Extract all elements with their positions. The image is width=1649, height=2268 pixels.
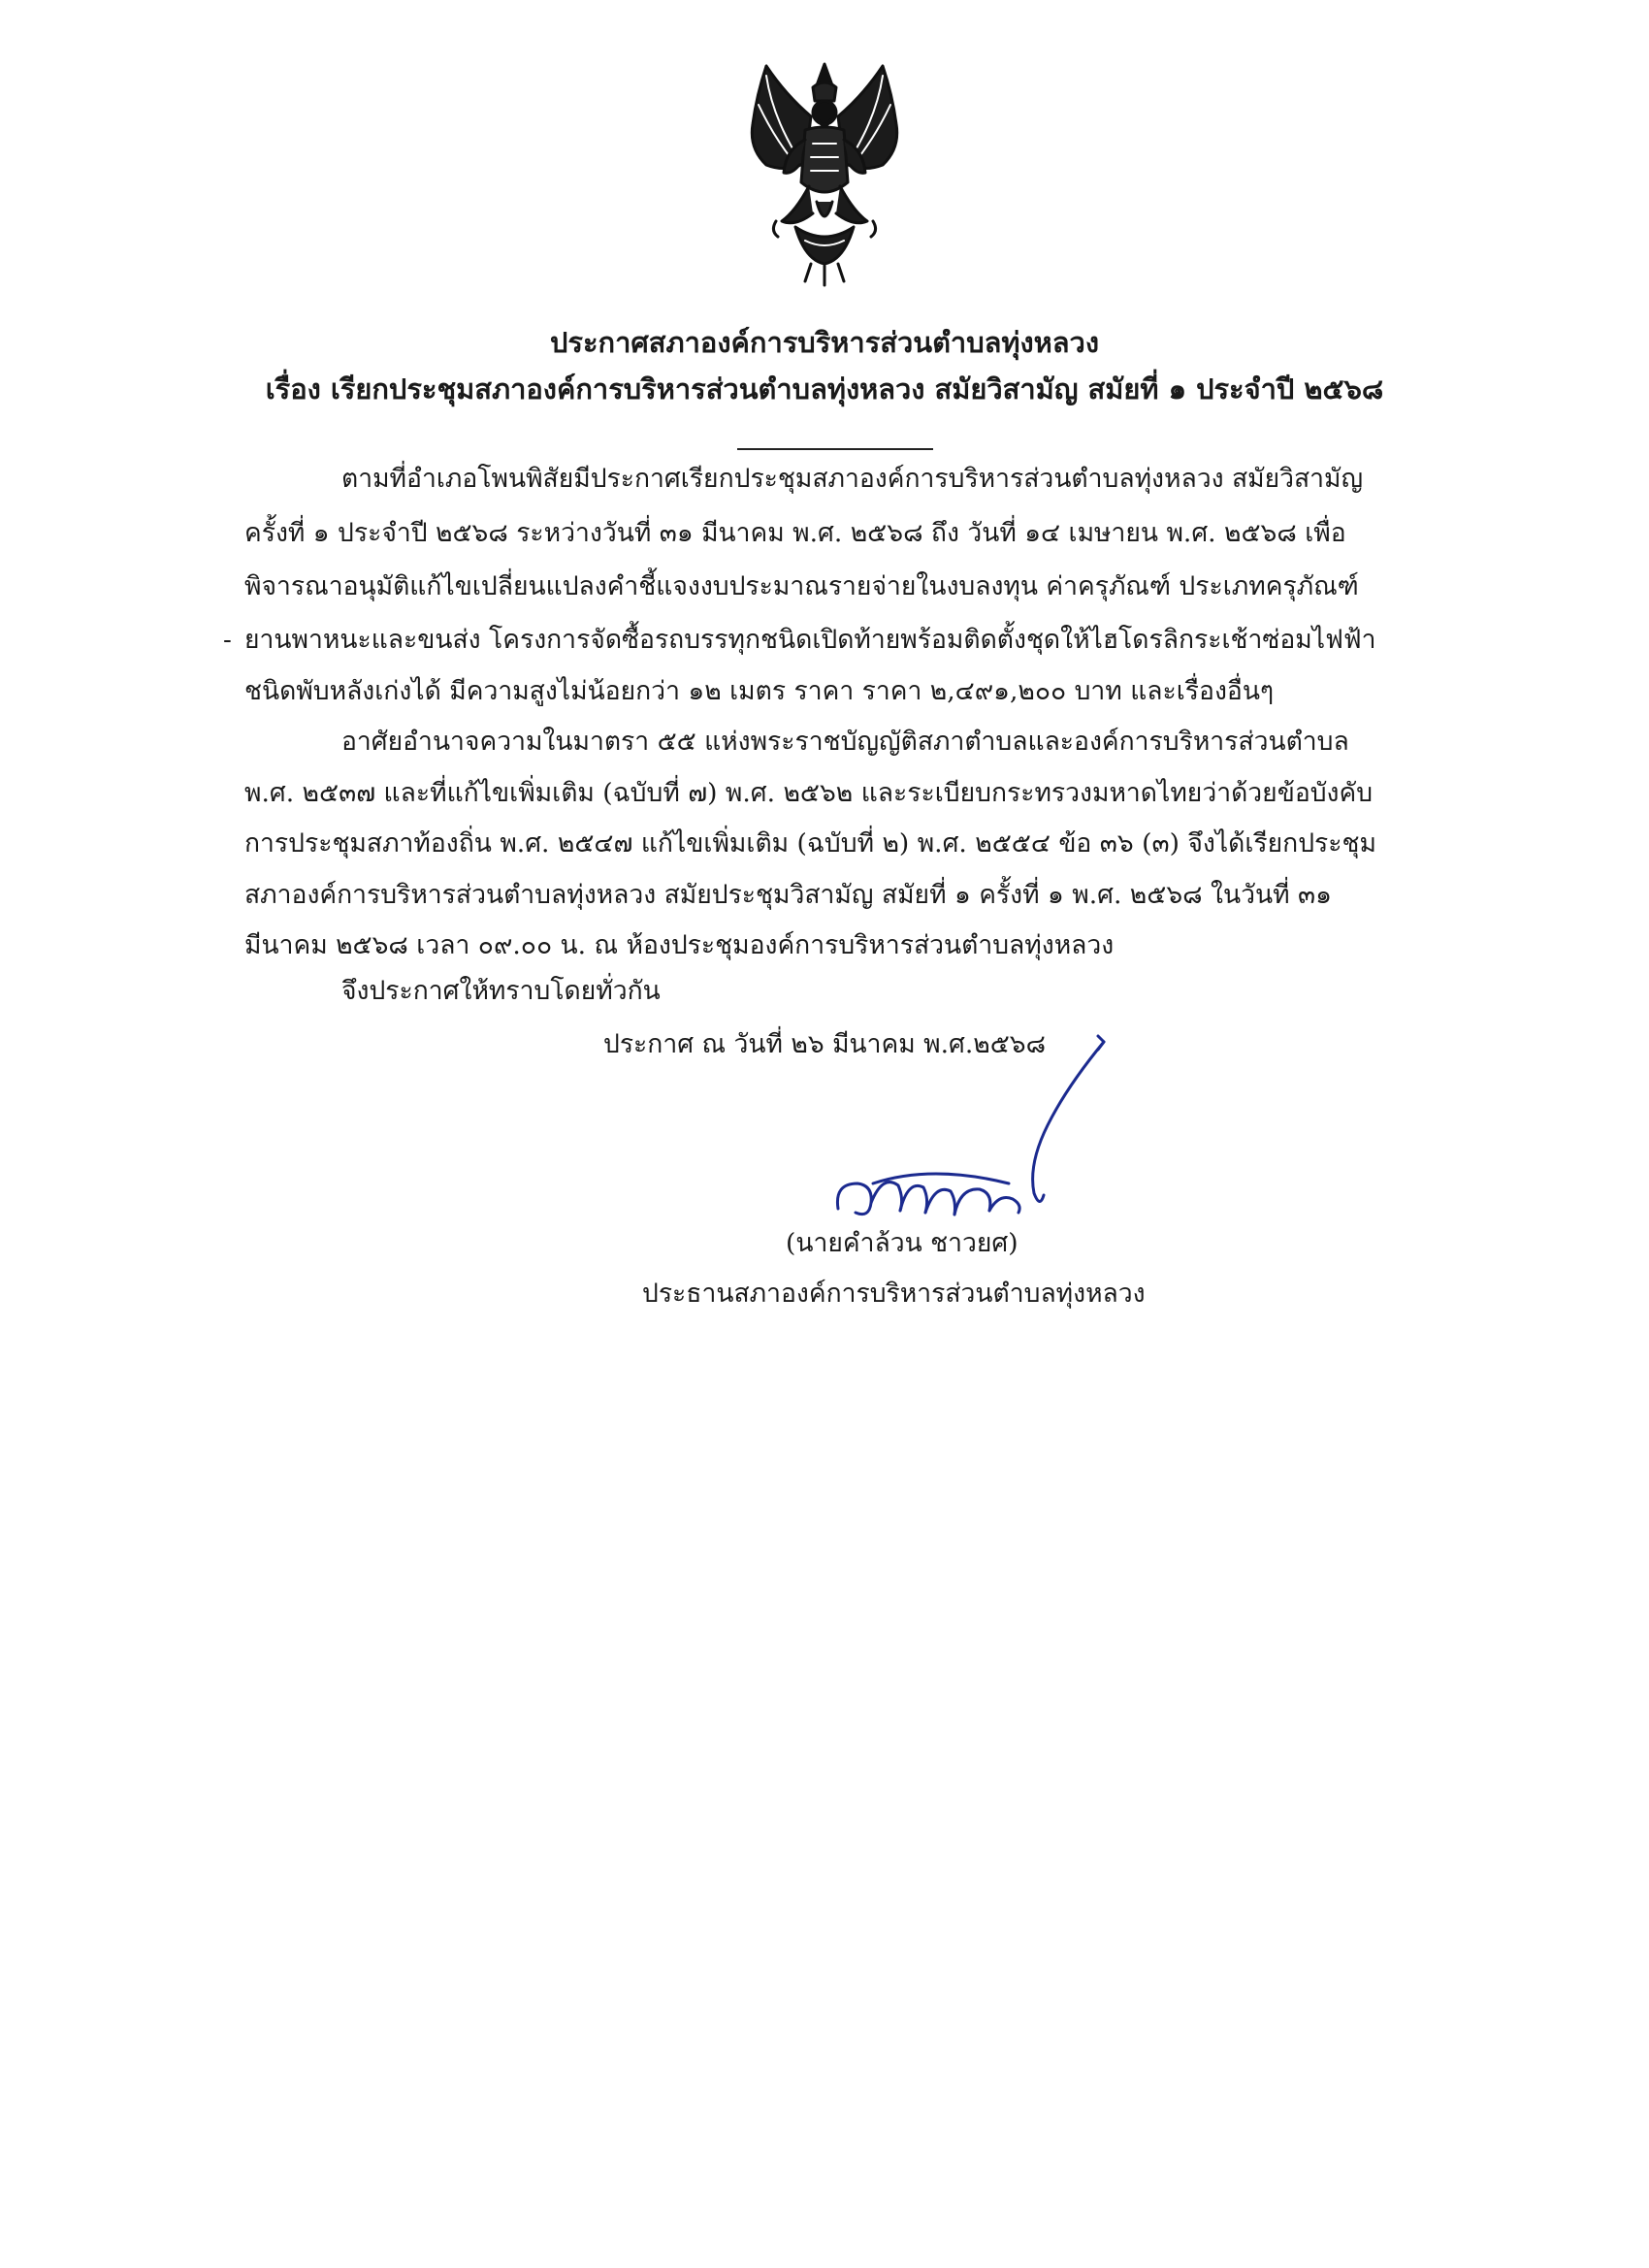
paragraph-1-line-5: ชนิดพับหลังเก่งได้ มีความสูงไม่น้อยกว่า ๑๒ เมตร ราคา ราคา ๒,๔๙๑,๒๐๐ บาท และเรื่องอื่นๆ	[244, 676, 1275, 706]
paragraph-2-line-3: การประชุมสภาท้องถิ่น พ.ศ. ๒๕๔๗ แก้ไขเพิ่มเติม (ฉบับที่ ๒) พ.ศ. ๒๕๕๔ ข้อ ๓๖ (๓) จึงได้เรียกประชุม	[244, 828, 1376, 859]
paragraph-2-line-1: อาศัยอำนาจความในมาตรา ๕๕ แห่งพระราชบัญญัติสภาตำบลและองค์การบริหารส่วนตำบล	[341, 727, 1349, 757]
handwritten-signature	[815, 1028, 1125, 1232]
paragraph-2-line-4: สภาองค์การบริหารส่วนตำบลทุ่งหลวง สมัยประชุมวิสามัญ สมัยที่ ๑ ครั้งที่ ๑ พ.ศ. ๒๕๖๘ ในวันที่ ๓๑	[244, 880, 1332, 910]
paragraph-1-line-3: พิจารณาอนุมัติแก้ไขเปลี่ยนแปลงคำชี้แจงงบประมาณรายจ่ายในงบลงทุน ค่าครุภัณฑ์ ประเภทครุภัณฑ์	[244, 571, 1359, 601]
signer-name: (นายคำล้วน ชาวยศ)	[786, 1228, 1018, 1258]
title-underline	[737, 448, 933, 450]
paragraph-1-line-2: ครั้งที่ ๑ ประจำปี ๒๕๖๘ ระหว่างวันที่ ๓๑ มีนาคม พ.ศ. ๒๕๖๘ ถึง วันที่ ๑๔ เมษายน พ.ศ. ๒๕๖๘ เพื่อ	[244, 518, 1346, 548]
closing-statement: จึงประกาศให้ทราบโดยทั่วกัน	[341, 976, 661, 1006]
announcement-title: ประกาศสภาองค์การบริหารส่วนตำบลทุ่งหลวง	[550, 326, 1099, 359]
garuda-emblem	[728, 56, 922, 289]
signer-position: ประธานสภาองค์การบริหารส่วนตำบลทุ่งหลวง	[642, 1279, 1146, 1309]
announcement-subject: เรื่อง เรียกประชุมสภาองค์การบริหารส่วนตำบลทุ่งหลวง สมัยวิสามัญ สมัยที่ ๑ ประจำปี ๒๕๖๘	[265, 373, 1384, 405]
paragraph-2-line-5: มีนาคม ๒๕๖๘ เวลา ๐๙.๐๐ น. ณ ห้องประชุมองค์การบริหารส่วนตำบลทุ่งหลวง	[244, 930, 1115, 960]
announcement-date: ประกาศ ณ วันที่ ๒๖ มีนาคม พ.ศ.๒๕๖๘	[603, 1029, 1047, 1059]
paragraph-1-line-1: ตามที่อำเภอโพนพิสัยมีประกาศเรียกประชุมสภาองค์การบริหารส่วนตำบลทุ่งหลวง สมัยวิสามัญ	[341, 464, 1364, 494]
paragraph-2-line-2: พ.ศ. ๒๕๓๗ และที่แก้ไขเพิ่มเติม (ฉบับที่ ๗) พ.ศ. ๒๕๖๒ และระเบียบกระทรวงมหาดไทยว่าด้วยข้อบังคับ	[244, 778, 1374, 808]
paragraph-1-line-4: ยานพาหนะและขนส่ง โครงการจัดซื้อรถบรรทุกชนิดเปิดท้ายพร้อมติดตั้งชุดให้ไฮโดรลิกระเช้าซ่อมไฟฟ้า	[244, 625, 1376, 655]
margin-mark: -	[223, 626, 232, 655]
